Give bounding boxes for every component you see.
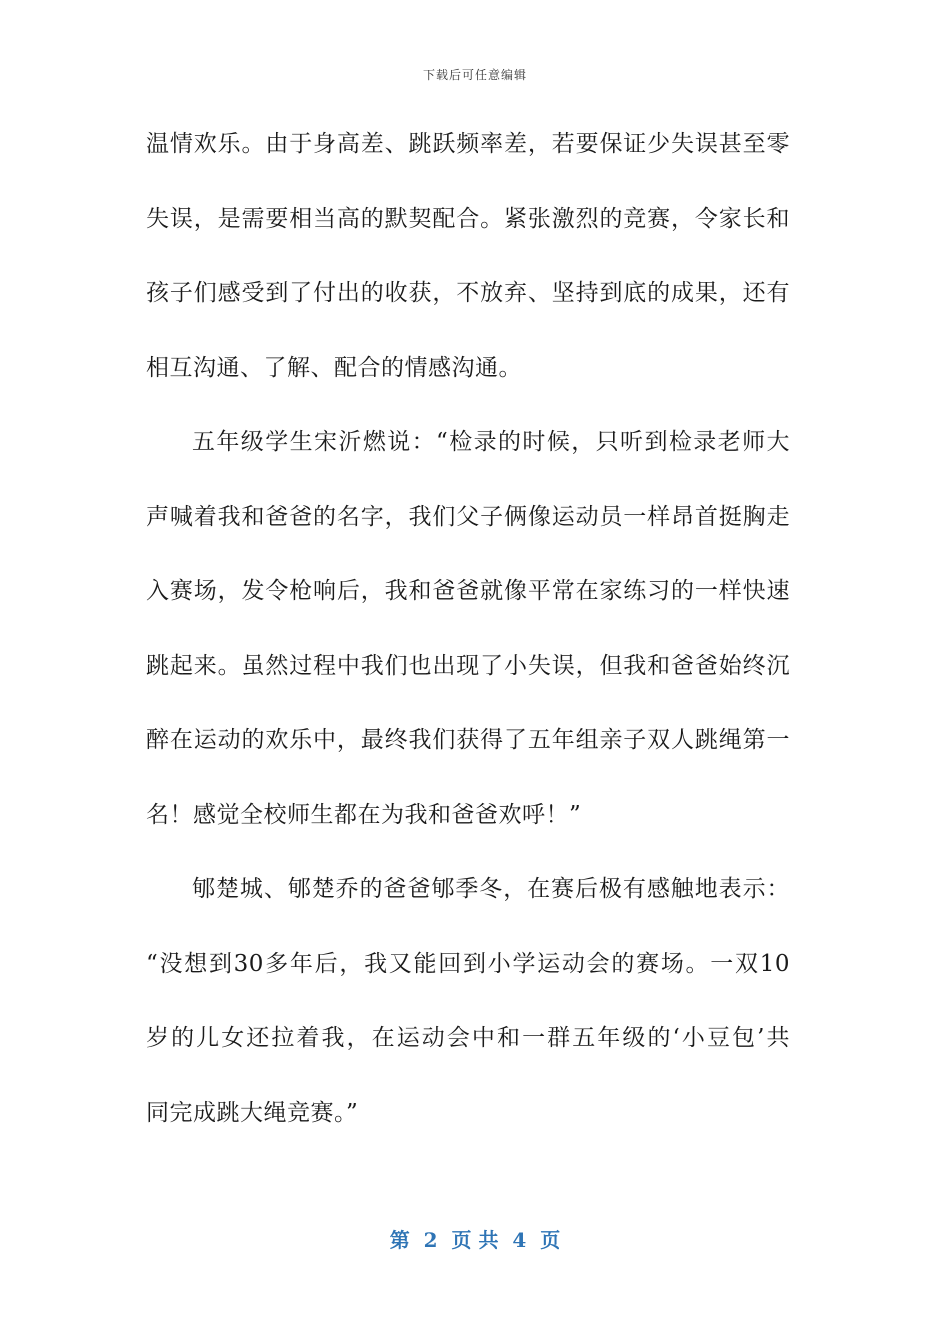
text-line: 温情欢乐。由于身高差、跳跃频率差，若要保证少失误甚至零: [146, 131, 790, 157]
document-body: [146, 120, 790, 1163]
text-line: 醉在运动的欢乐中，最终我们获得了五年组亲子双人跳绳第一: [146, 727, 790, 753]
text-line: 郇楚城、郇楚乔的爸爸郇季冬，在赛后极有感触地表示：: [192, 876, 790, 902]
text-line: 入赛场，发令枪响后，我和爸爸就像平常在家练习的一样快速: [146, 578, 790, 604]
text-line: 跳起来。虽然过程中我们也出现了小失误，但我和爸爸始终沉: [146, 652, 790, 679]
text-line: “没想到30多年后，我又能回到小学运动会的赛场。一双10: [146, 950, 790, 977]
text-line: 孩子们感受到了付出的收获，不放弃、坚持到底的成果，还有: [146, 280, 790, 306]
text-line: 相互沟通、了解、配合的情感沟通。: [146, 354, 522, 381]
text-line: 名！感觉全校师生都在为我和爸爸欢呼！”: [146, 801, 582, 828]
text-line: 岁的儿女还拉着我，在运动会中和一群五年级的‘小豆包’共: [146, 1025, 790, 1051]
text-line: 失误，是需要相当高的默契配合。紧张激烈的竞赛，令家长和: [146, 205, 790, 232]
page-header-note: 下载后可任意编辑: [422, 68, 527, 82]
text-line: 声喊着我和爸爸的名字，我们父子俩像运动员一样昂首挺胸走: [146, 503, 790, 530]
page-number-label: 第 2 页 共 4 页: [389, 1228, 561, 1252]
page-number-footer: [0, 1224, 950, 1253]
text-line: 五年级学生宋沂燃说：“检录的时候，只听到检录老师大: [192, 429, 790, 455]
text-line: 同完成跳大绳竞赛。”: [146, 1099, 359, 1126]
